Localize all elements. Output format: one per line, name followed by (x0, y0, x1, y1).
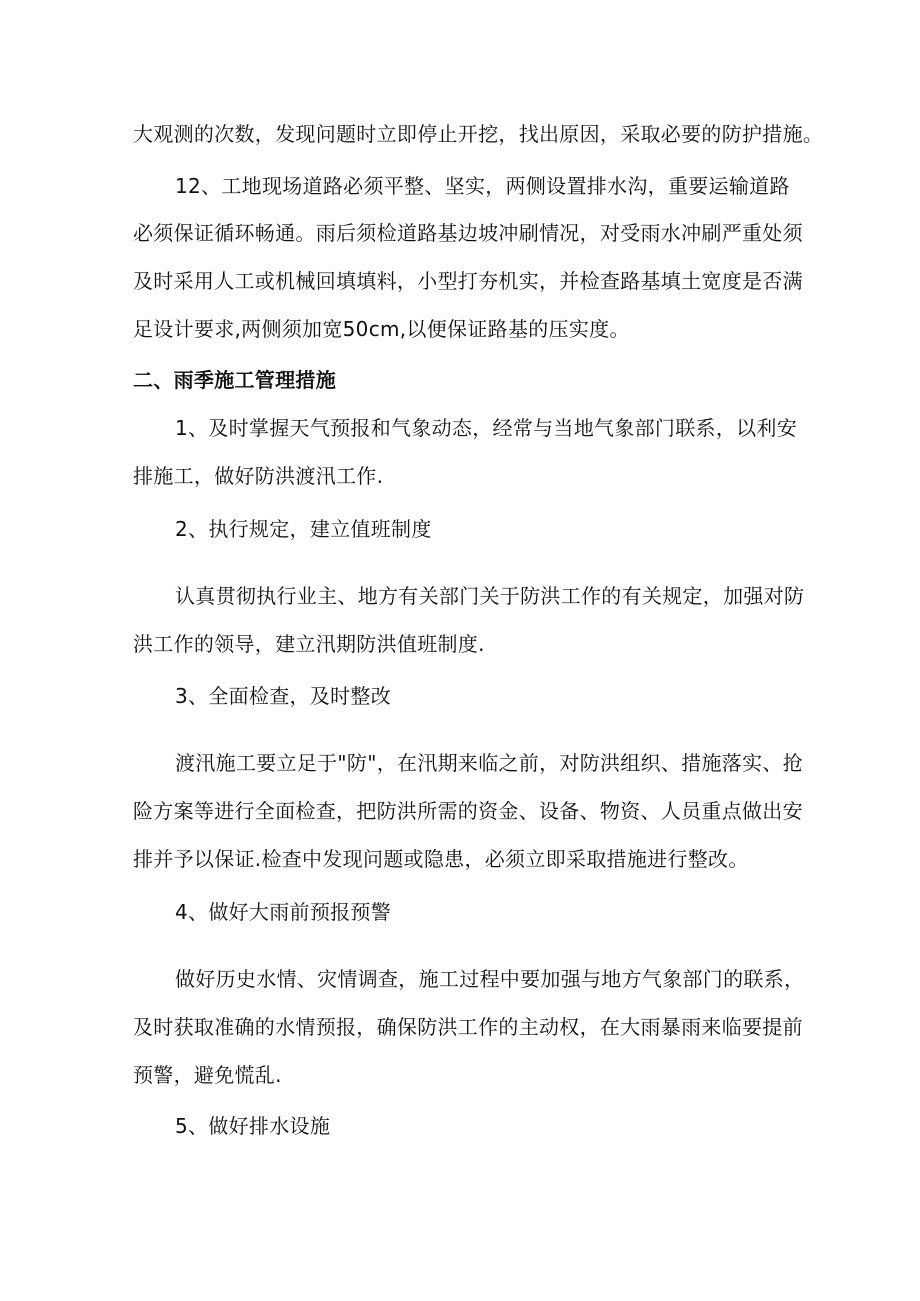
paragraph: 认真贯彻执行业主、地方有关部门关于防洪工作的有关规定，加强对防 (175, 584, 805, 608)
text-line: 足设计要求,两侧须加宽50cm,以便保证路基的压实度。 (133, 317, 630, 341)
text-line: 排施工，做好防洪渡汛工作. (133, 464, 384, 488)
text-line: 预警，避免慌乱. (133, 1063, 282, 1087)
item-1: 1、及时掌握天气预报和气象动态，经常与当地气象部门联系，以利安 (175, 416, 798, 440)
item-3-heading: 3、全面检查，及时整改 (175, 684, 392, 708)
paragraph: 渡汛施工要立足于"防"，在汛期来临之前，对防洪组织、措施落实、抢 (175, 751, 803, 775)
text-line: 及时获取准确的水情预报，确保防洪工作的主动权，在大雨暴雨来临要提前 (133, 1015, 803, 1039)
text-line: 必须保证循环畅通。雨后须检道路基边坡冲刷情况，对受雨水冲刷严重处须 (133, 221, 803, 245)
text-line: 险方案等进行全面检查，把防洪所需的资金、设备、物资、人员重点做出安 (133, 799, 803, 823)
paragraph-12-start: 12、工地现场道路必须平整、坚实，两侧设置排水沟，重要运输道路 (175, 174, 790, 198)
paragraph: 做好历史水情、灾情调查，施工过程中要加强与地方气象部门的联系， (175, 967, 805, 991)
item-5-heading: 5、做好排水设施 (175, 1114, 331, 1138)
text-line: 排并予以保证.检查中发现问题或隐患，必须立即采取措施进行整改。 (133, 847, 749, 871)
text-line: 大观测的次数，发现问题时立即停止开挖，找出原因，采取必要的防护措施。 (133, 122, 824, 146)
section-heading: 二、雨季施工管理措施 (133, 368, 336, 392)
text-line: 洪工作的领导，建立汛期防洪值班制度. (133, 632, 485, 656)
text-line: 及时采用人工或机械回填填料，小型打夯机实，并检查路基填土宽度是否满 (133, 269, 803, 293)
item-4-heading: 4、做好大雨前预报预警 (175, 900, 392, 924)
item-2-heading: 2、执行规定，建立值班制度 (175, 517, 432, 541)
